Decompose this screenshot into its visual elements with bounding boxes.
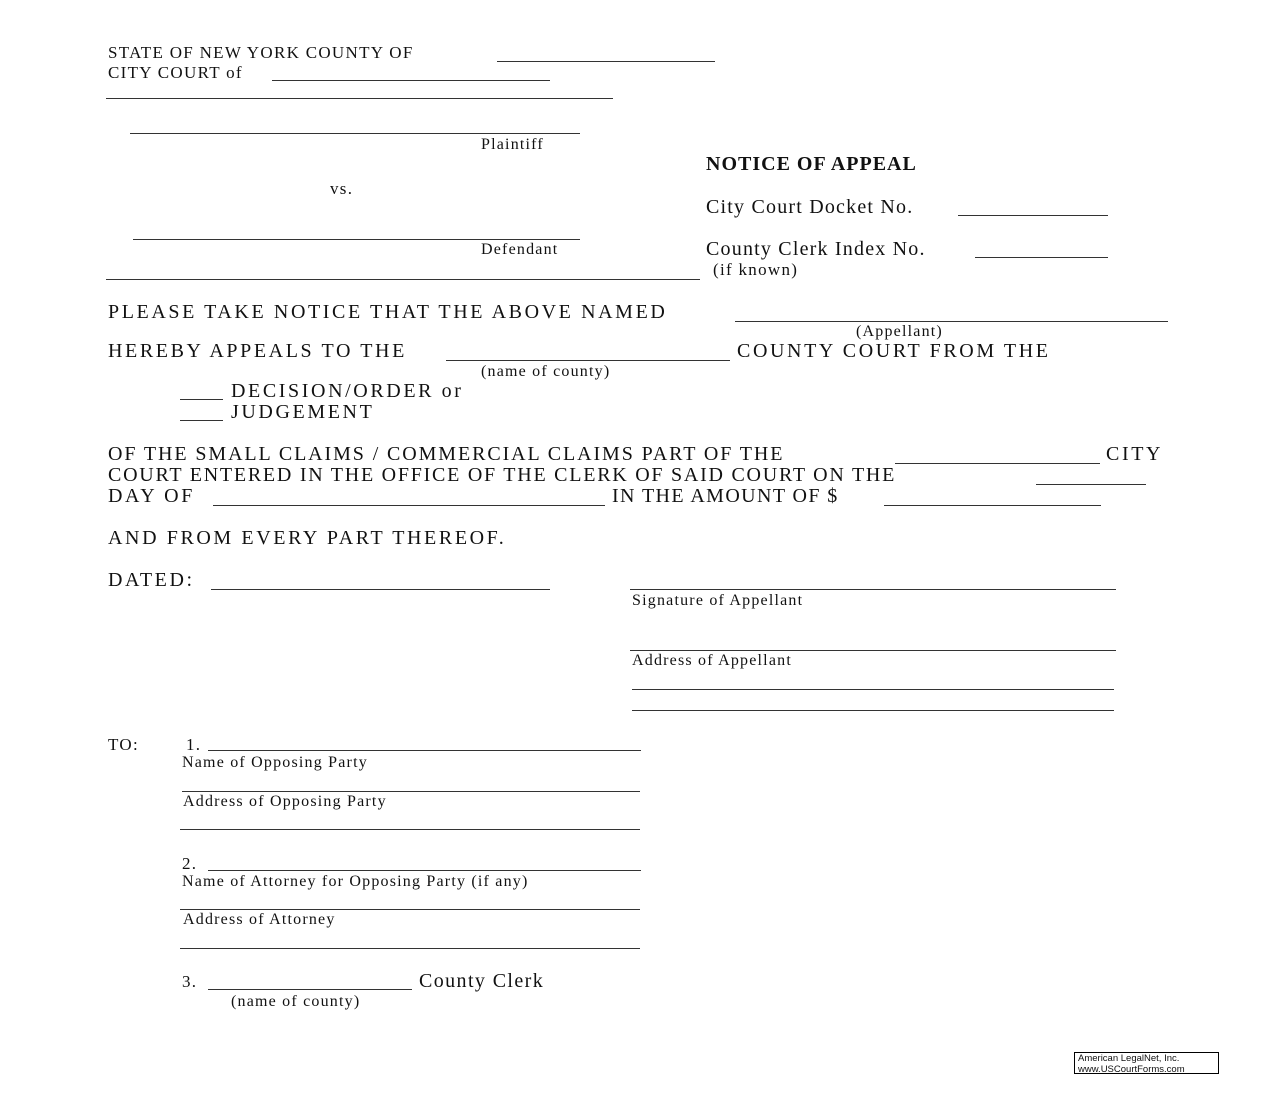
docket-field[interactable] — [958, 215, 1108, 216]
notice-line-4: COURT ENTERED IN THE OFFICE OF THE CLERK OF SAID COURT ON THE — [108, 464, 897, 486]
index-field[interactable] — [975, 257, 1108, 258]
notice-line-3b: CITY — [1106, 443, 1164, 465]
divider — [106, 279, 700, 280]
clerk-county-field[interactable] — [208, 989, 412, 990]
entry-day-field[interactable] — [1036, 484, 1146, 485]
option-judgement: JUDGEMENT — [231, 401, 375, 423]
signature-label: Signature of Appellant — [632, 592, 804, 609]
notice-line-2a: HEREBY APPEALS TO THE — [108, 340, 407, 362]
notice-line-1: PLEASE TAKE NOTICE THAT THE ABOVE NAMED — [108, 301, 668, 323]
state-county-label: STATE OF NEW YORK COUNTY OF — [108, 43, 414, 62]
dated-label: DATED: — [108, 569, 195, 591]
amount-label: IN THE AMOUNT OF $ — [612, 485, 839, 507]
dated-field[interactable] — [211, 589, 550, 590]
appeal-county-field[interactable] — [446, 360, 730, 361]
defendant-field[interactable] — [133, 239, 580, 240]
attorney-name-label: Name of Attorney for Opposing Party (if any) — [182, 873, 529, 890]
appellant-hint: (Appellant) — [856, 323, 943, 340]
divider — [106, 98, 613, 99]
opposing-party-address-field-2[interactable] — [180, 829, 640, 830]
appellant-field[interactable] — [735, 321, 1168, 322]
option-decision: DECISION/ORDER or — [231, 380, 464, 402]
city-field[interactable] — [895, 463, 1100, 464]
docket-label: City Court Docket No. — [706, 196, 914, 218]
item-1-number: 1. — [186, 735, 202, 754]
clerk-county-hint: (name of county) — [231, 993, 361, 1010]
notice-line-3a: OF THE SMALL CLAIMS / COMMERCIAL CLAIMS PART OF THE — [108, 443, 785, 465]
attorney-address-field-2[interactable] — [180, 948, 640, 949]
attorney-name-field[interactable] — [208, 870, 641, 871]
county-clerk-label: County Clerk — [419, 970, 545, 992]
defendant-label: Defendant — [481, 241, 559, 258]
county-field[interactable] — [497, 61, 715, 62]
to-label: TO: — [108, 735, 139, 754]
city-court-label: CITY COURT of — [108, 63, 243, 82]
index-note: (if known) — [713, 260, 799, 279]
opposing-party-address-label: Address of Opposing Party — [183, 793, 387, 810]
opposing-party-address-field[interactable] — [182, 791, 640, 792]
day-of-label: DAY OF — [108, 485, 195, 507]
attorney-address-label: Address of Attorney — [183, 911, 336, 928]
judgement-checkbox-line[interactable] — [180, 420, 223, 421]
item-2-number: 2. — [182, 854, 198, 873]
address-field-3[interactable] — [632, 710, 1114, 711]
decision-checkbox-line[interactable] — [180, 399, 223, 400]
notice-line-2b: COUNTY COURT FROM THE — [737, 340, 1051, 362]
vs-label: vs. — [330, 179, 354, 198]
city-court-field[interactable] — [272, 80, 550, 81]
day-of-field[interactable] — [213, 505, 605, 506]
plaintiff-label: Plaintiff — [481, 136, 544, 153]
signature-field[interactable] — [630, 589, 1116, 590]
county-hint: (name of county) — [481, 363, 611, 380]
address-field-1[interactable] — [630, 650, 1116, 651]
notice-line-6: AND FROM EVERY PART THEREOF. — [108, 527, 507, 549]
address-label: Address of Appellant — [632, 652, 792, 669]
attorney-address-field[interactable] — [180, 909, 640, 910]
address-field-2[interactable] — [632, 689, 1114, 690]
publisher-url: www.USCourtForms.com — [1078, 1063, 1185, 1075]
opposing-party-name-label: Name of Opposing Party — [182, 754, 368, 771]
item-3-number: 3. — [182, 972, 198, 991]
opposing-party-name-field[interactable] — [208, 750, 641, 751]
publisher-badge — [1074, 1052, 1219, 1074]
plaintiff-field[interactable] — [130, 133, 580, 134]
publisher-name: American LegalNet, Inc. — [1078, 1053, 1180, 1064]
amount-field[interactable] — [884, 505, 1101, 506]
page-title: NOTICE OF APPEAL — [706, 153, 917, 175]
index-label: County Clerk Index No. — [706, 238, 926, 260]
